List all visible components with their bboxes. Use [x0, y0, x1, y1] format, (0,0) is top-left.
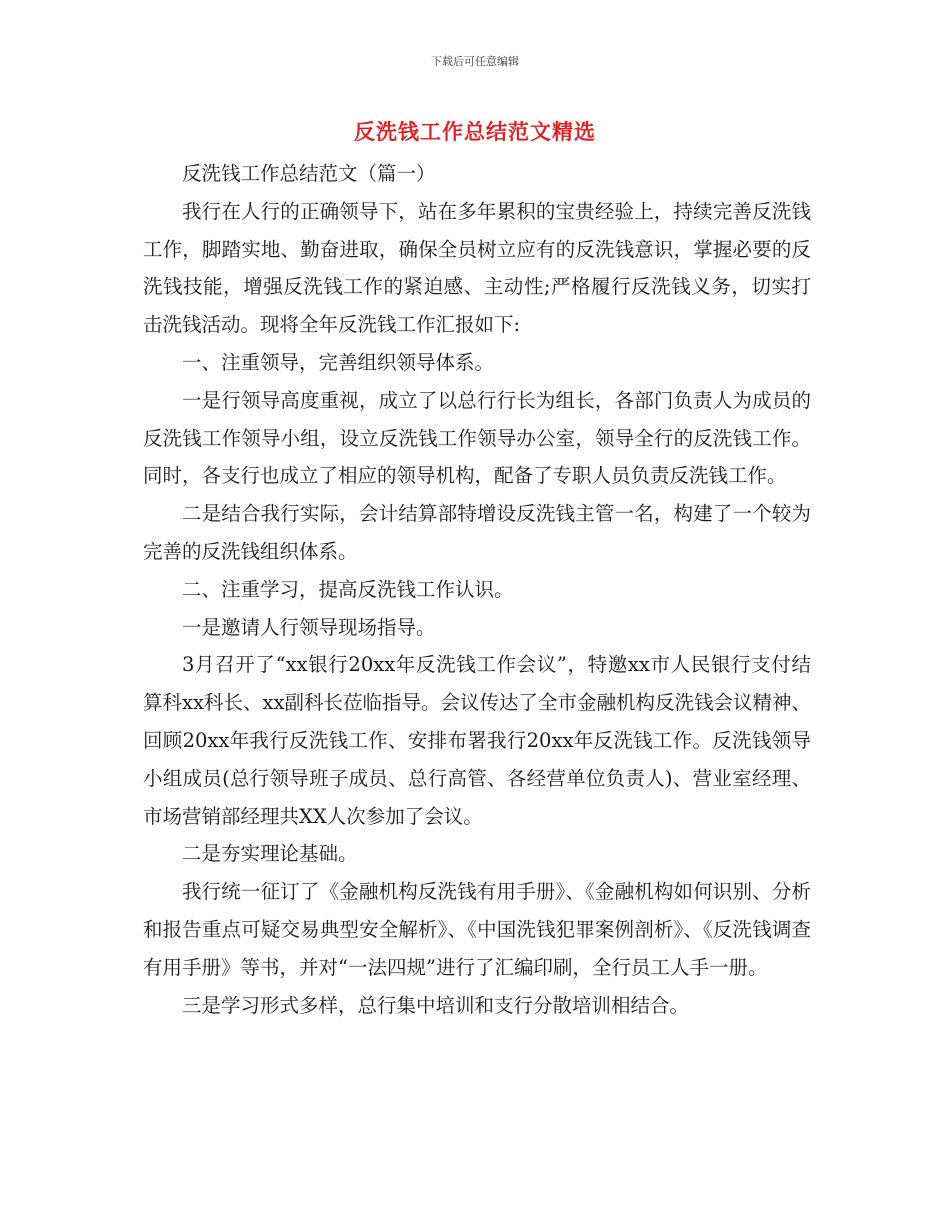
header-note: 下载后可任意编辑 — [431, 55, 519, 68]
body-paragraph: 二是结合我行实际，会计结算部特增设反洗钱主管一名，构建了一个较为完善的反洗钱组织体系。 — [143, 502, 811, 563]
body-paragraph: 3月召开了“xx银行20xx年反洗钱工作会议”，特邀xx市人民银行支付结算科xx科长、xx副科长莅临指导。会议传达了全市金融机构反洗钱会议精神、回顾20xx年我行反洗钱工作、安排布署我行20xx年反洗钱工作。反洗钱领导小组成员(总行领导班子成员、总行高管、各经营单位负责人)、营业室经理、市场营销部经理共XX人次参加了会议。 — [143, 653, 811, 828]
body-paragraph: 一是行领导高度重视，成立了以总行行长为组长，各部门负责人为成员的反洗钱工作领导小组，设立反洗钱工作领导办公室，领导全行的反洗钱工作。同时，各支行也成立了相应的领导机构，配备了专职人员负责反洗钱工作。 — [143, 388, 811, 488]
document-body — [143, 155, 811, 1024]
subheading: 一、注重领导，完善组织领导体系。 — [182, 350, 495, 374]
body-paragraph: 我行统一征订了《金融机构反洗钱有用手册》、《金融机构如何识别、分析和报告重点可疑交易典型安全解析》、《中国洗钱犯罪案例剖析》、《反洗钱调查有用手册》等书，并对“一法四规”进行了汇编印刷，全行员工人手一册。 — [143, 880, 811, 979]
body-paragraph: 二是夯实理论基础。 — [182, 842, 358, 866]
body-paragraph: 我行在人行的正确领导下，站在多年累积的宝贵经验上，持续完善反洗钱工作，脚踏实地、勤奋进取，确保全员树立应有的反洗钱意识，掌握必要的反洗钱技能，增强反洗钱工作的紧迫感、主动性;严格履行反洗钱义务，切实打击洗钱活动。现将全年反洗钱工作汇报如下: — [143, 199, 811, 337]
body-paragraph: 一是邀请人行领导现场指导。 — [182, 615, 436, 639]
document-title: 反洗钱工作总结范文精选 — [354, 119, 596, 144]
subheading: 二、注重学习，提高反洗钱工作认识。 — [182, 577, 514, 601]
section-heading: 反洗钱工作总结范文（篇一） — [182, 162, 436, 185]
body-paragraph: 三是学习形式多样，总行集中培训和支行分散培训相结合。 — [182, 993, 690, 1017]
